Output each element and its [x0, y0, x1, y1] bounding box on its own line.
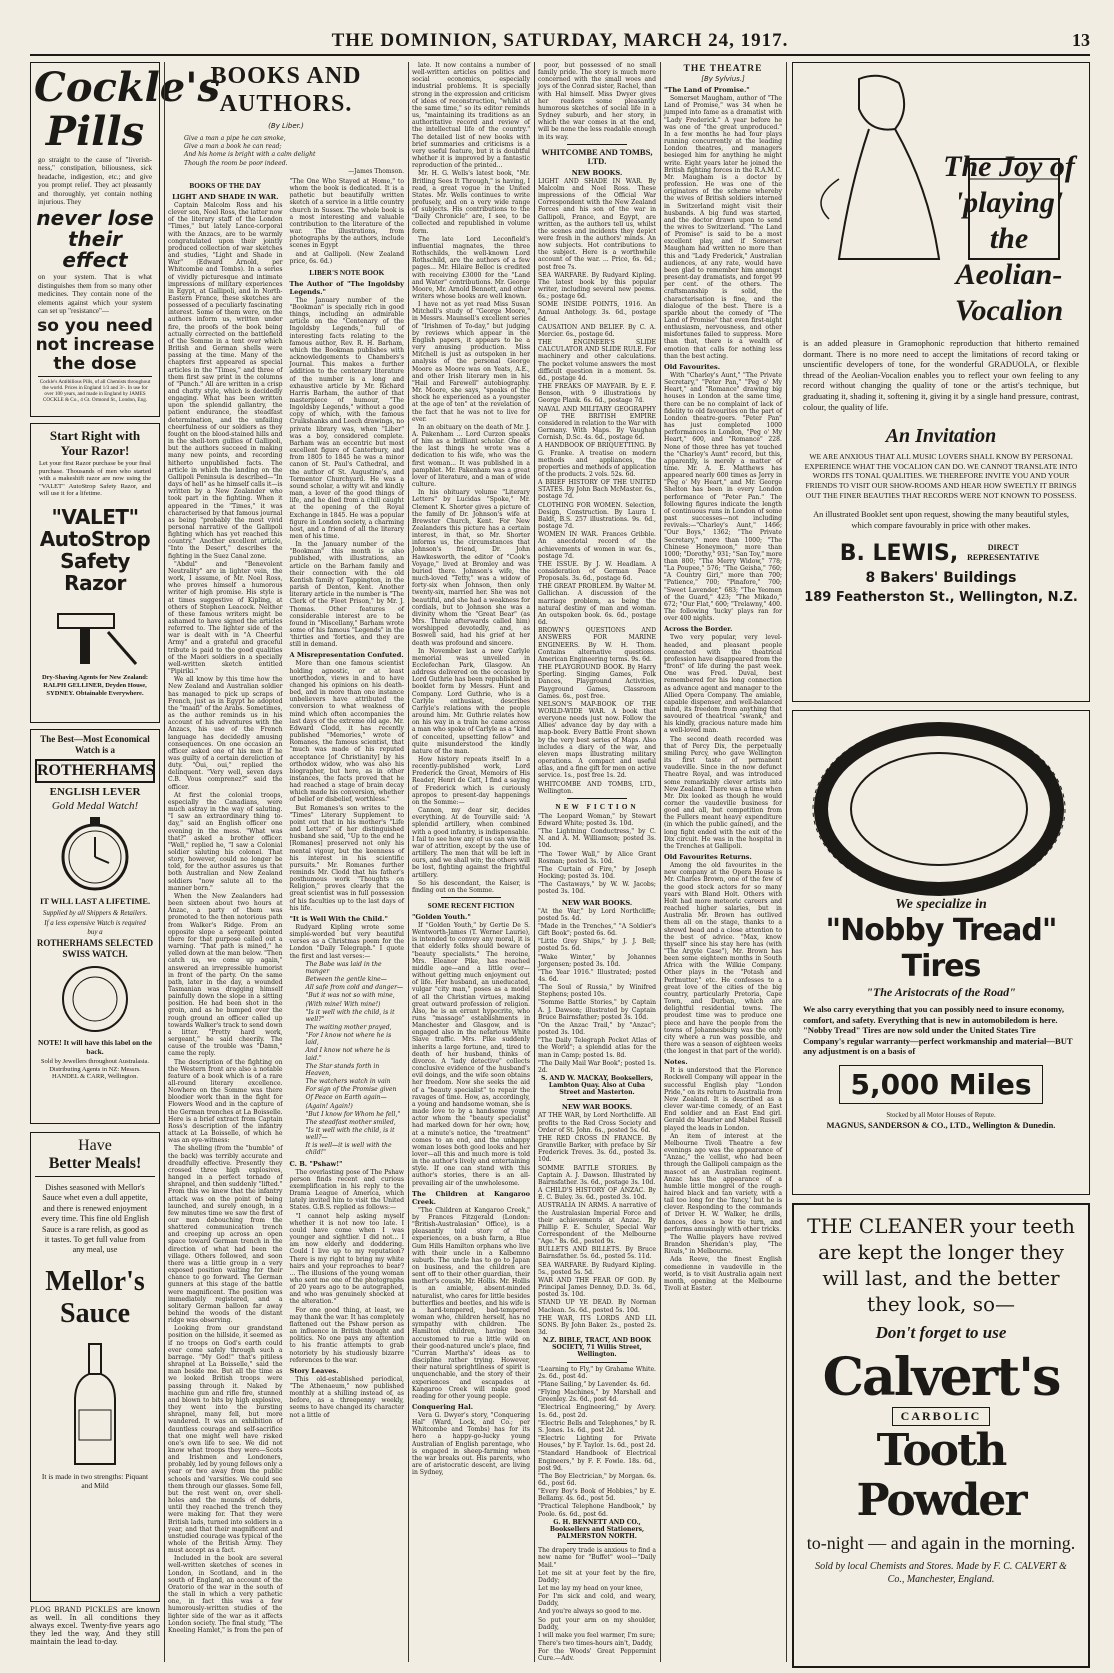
tire-illustration [799, 717, 1079, 897]
new-books-list [538, 178, 656, 795]
theatre-text-7: An item of interest at the Melbourne Tivoli Theatre a few evenings ago was the appearance of "Anzac," the 'cellist, who had been through the Gallipoli campaign as the mascot of an Australian regiment. Anzac has the appearance of a humble little mongrel of the rough-haired black and tan variety, with a tail too long for the 'fancy,' but he is clever. Responding to the commands of Driver H. W. Walker, he drills, dances, does a bow tie turn, and performs amusingly with other tricks. [664, 1132, 782, 1233]
books-text-4: At first the colonial troops, especially the Canadians, were much astray in the way of saluting. "I saw an extraordinary thing to-day," said an English officer one evening in the mess. "What was that?" asked a brother officer. "Well," replied he, "I saw a Colonial soldier saluting his colonel. That story, however, could no longer be told, for the author assures us that both Australian and New Zealand soldiers "now salute all to the manner born." [168, 791, 283, 892]
column-rule-3 [534, 62, 535, 1662]
light-shade-heading: LIGHT AND SHADE IN WAR. [172, 192, 279, 201]
technical-book-entry: "Plane Sailing," by Lavender. 4s. 6d. [538, 1380, 651, 1388]
calvert-forget: Don't forget to use [875, 1323, 1007, 1342]
valet-brand: "VALET" AutoStrop Safety Razor [39, 504, 151, 595]
book-entry: THE ENGINEER'S SLIDE CALCULATOR AND SLIDE RULE. For machinery and other calculations. The pocket volume answers the most difficult question in a moment. 5s. 6d., postage 4d. [538, 339, 656, 382]
poem-line: And I know not where he is laid." [305, 1047, 391, 1062]
notice-line: So put your arm on my shoulder, Daddy, [538, 1616, 656, 1631]
war-book-entry: "At the War," by Lord Northcliffe; posted 5s. 4d. [538, 907, 656, 922]
old-favourites-returns-heading: Old Favourites Returns. [664, 853, 752, 862]
books-text-10: and at Gallipoli. (New Zealand price, 6s. 6d.) [289, 250, 404, 265]
across-border-heading: Across the Border. [664, 625, 733, 634]
nobby-subtitle: "The Aristocrats of the Road" [866, 985, 1016, 999]
new-war-books-heading: NEW WAR BOOKS. [561, 898, 633, 907]
col3-text-9: Cannon, my dear sir, decides everything. At de Tourville said: 'A splendid artillery, when combined with a good infantry, is indispensable. I fail to see how any of us can win the war of attrition, except by the use of artillery. The men that will be left in ours, and we shall win; the others will be lost, fighting against the frightful artillery. [412, 807, 530, 879]
poem-line: The Star stands forth in Heaven, [305, 1062, 380, 1077]
old-favourites-heading: Old Favourites. [664, 362, 720, 371]
epigraph-attribution: —James Thomson. [348, 167, 404, 175]
nobby-specialize: We specialize in [895, 897, 987, 912]
lewis-name-row [799, 541, 1083, 566]
calvert-top: THE CLEANER your teeth are kept the longer they will last, and the better they look, so— [807, 1214, 1075, 1316]
notice-line: I will make you feel warmer, I'm sure; [538, 1631, 656, 1639]
book-entry: A BRIEF HISTORY OF THE UNITED STATES. By John Bach McMaster. 6s., postage 7d. [538, 479, 656, 501]
vocalion-invitation-body: WE ARE ANXIOUS THAT ALL MUSIC LOVERS SHALL KNOW BY PERSONAL EXPERIENCE WHAT THE VOCALION CAN DO. WE CANNOT TRANSLATE INTO WORDS ITS TONAL QUALITIES. WE THEREFORE INVITE YOU AND YOUR FRIENDS TO VISIT OUR SHOW-ROOMS AND HEAR HOW SWEETLY IT BRINGS OUT THE FINER BEAUTIES THAT RECORDS WERE NOT KNOWN TO POSSESS. [804, 452, 1078, 500]
fiction-entry: "The Curtain of Fire," by Joseph Hocking; posted 3s. 10d. [538, 865, 656, 881]
mellors-sauce-ad [30, 1132, 160, 1602]
theatre-column [664, 62, 782, 1667]
rotherhams-last: IT WILL LAST A LIFETIME. [39, 897, 151, 906]
libers-note-book-heading: LIBER'S NOTE BOOK [309, 267, 385, 277]
notice-line: And you're always so good to me. [538, 1608, 642, 1616]
poem-line: (With mine! With mine!) [305, 1000, 381, 1008]
lewis-address-1: 8 Bakers' Buildings [865, 569, 1017, 586]
war-book-entry: SOMME BATTLE STORIES. By Captain A. J. Dawson. Illustrated by Bairnsfather. 3s. 6d., postage 3s. 10d. [538, 1164, 656, 1186]
war-book-entry: A CHILD'S HISTORY OF ANZAC. By E. C. Buley. 3s. 6d., posted 3s. 10d. [538, 1187, 656, 1202]
col3-text-12: "The Children at Kangaroo Creek," by Frances Fitzgerald (London: "British-Australasian" Office), is a pleasantly told story of the experiences, on a bush farm, a Blue Gum Hills Hamilton orphans who live with their uncle in a Kalbemno suburb. The uncle has to go to Japan on business, and the children are sent off to their other guardian, their mother's cousin, Mr. Hollis. Mr. Hollis is an amiable, absent-minded naturalist, who cares for little besides butterflies and beetles, and his wife is a hard-tempered, bad-tempered woman who, children herself, has no sympathy with children. The Hamilton children, having been accustomed to rue a little wild on their good-natured uncle's place, find "Curran Martha's" ideas as to discipline rather trying. However, their natural sprightliness of spirit is unquenchable, and the story of their experiences and escapades at Kangaroo Creek will make good reading for other young people. [412, 1206, 530, 1400]
epigraph-verse [168, 135, 404, 167]
book-entry: SOME INSIDE POINTS, 1916. An Annual Anthology. 3s. 6d., postage 6d. [538, 301, 656, 323]
booksellers-column [538, 62, 656, 1667]
books-text-5: When the New Zealanders had been sixteen about two hours at Anzac, a party of them was promoted to the then notorious path from Walker's Ridge. From an opposite slope a sergeant pointed there for that purpose called out a warning. "That path is mined," he yelled down at the man below. "Then catch us, we come up again," answered an irrepressible humorist in front of the party. On the same path, later in the day, a wounded Tasmanian was dragging himself painfully down the slope in a sitting position. He had been shot in the groin, and as he bumped over the rough ground an officer called up towards Walker's track to send down a litter. "Pretty hard work, sergeant," he said cheerily. The cause of the trouble was "Damn," came the reply. [168, 892, 283, 1058]
theatre-text-1: Somerset Maugham, author of "The Land of Promise," was 34 when he jumped into fame as a dramatist with "Lady Frederick." A year before he was one of "the great unproduced." In a few months he had four plays running concurrently at the leading London theatres, and managers besieged him for anything he might write. Eight years later he joined the British fighting forces in the R.A.M.C. Mr. Maugham is a doctor by profession. He was one of the originators of the scheme whereby the wives of British soldiers interned in Switzerland might visit their husbands. A big fund was started, and the doctor drawn upon to send the wives to Switzerland. "The Land of Promise" is said to be a most excellent play, and if Somerset Maugham had written no more than this and "Lady Frederick," Australian audiences, at any rate, would have been glad to remember him amongst present-day dramatists, and forget 99 per cent. of the others. The craftsmanship is solid, the characterisation is fine, and the dialogue of the best. There is a sparkle about the comedy of "The Land of Promise" that even first-night enthusiasm, nervousness, and other misfortunes failed to suppress. More than that, there is a wealth of emotion that calls for nothing less than the best acting. [664, 95, 782, 360]
books-continued-column [412, 62, 530, 1667]
whitcombe-heading: WHITCOMBE AND TOMBS, LTD. [541, 146, 653, 166]
books-text-13: More than one famous scientist holding agnostic, or at least unorthodox, views in and to have changed his opinions on his death-bed, and in more than one instance unbelievers have attributed the conversion to what weakness of mind which often accompanies the last days of the extreme old age. Mr. Edward Clodd, it has recently published "Memories," wrote of Romanes, the famous scientist, that "much was made of his reputed acceptance [of Christianity] by his orthodox widow, who was also his biographer, but here, as in other instances, the facts proved that he had reached a stage of brain decay which made his conversion, whether of belief or disbelief, worthless." [289, 660, 404, 804]
pshaw-heading: C. B. "Pshaw!" [289, 1159, 343, 1168]
col3-text-13: Vera G. Dwyer's story, "Conquering Hal" (Ward, Lock, and Co.; per Whitcombe and Tombs) has for its hero a happy-go-lucky young Australian of English parentage, who is engaged in sheep-farming when the war breaks out. His parents, who are of aristocratic descent, are living in Sydney, [412, 1411, 530, 1477]
nobby-stock: Stocked by all Motor Houses of Repute. [886, 1111, 996, 1119]
calvert-brand: Calvert's [822, 1347, 1060, 1408]
separator [567, 798, 627, 799]
fiction-entry: "The Tower Wall," by Alice Grant Rosman; posted 3s. 10d. [538, 850, 656, 865]
rotherhams-note: NOTE! It will have this label on the back. [38, 1038, 152, 1057]
nobby-title: "Nobby Tread" Tires [825, 913, 1057, 984]
rotherhams-watch-ad [30, 729, 160, 1124]
calvert-carbolic: CARBOLIC [892, 1407, 991, 1426]
technical-book-entry: "Flying Machines," by Marshall and Greenley. 2s. 6d., post 4d. [538, 1389, 656, 1404]
war-book-entry: "The Year 1916." Illustrated; posted 4s. 6d. [538, 968, 656, 983]
technical-books-list [538, 1366, 656, 1518]
poem-line: The steadfast mother smiled, [305, 1118, 396, 1126]
books-text-9: Included in the book are several well-written sketches of scenes in London, in Scotland, and in the south of England, an account of the Oratorio of the war in the south of the stall in which a very pathetic one, in fact this was a few humorously-written studies of the lighter side of the war as it affects London society. The final study, "The Kneeling Hamlet," is from the pen of "The One Who Stayed at Home," to whom the book is dedicated. It is a pathetic but beautifully written sketch of a service in a little country church in Sussex. The whole book is a most interesting and valuable contribution to the literature of the war. The illustrations, from photographs by the authors, include scenes in Egypt [168, 177, 404, 1634]
books-text-11: The January number of the "Bookman" is specially rich in good things, including an admirable article on the "Centenary of the Ingoldsby Legends," full of interesting facts relating to the famous author, Rev. R. H. Barham, which the Bookman publishes with acknowledgements to Chambers's Journal. This makes a further addition to the centenary literature of the number is a long and exhaustive article by Mr. Richard Harris Barham, the author of that masterpiece of humour, "The Ingoldsby Legends," without a good copy of which, with the famous Cruikshanks and Leech drawings, no private library was, when "Liber" was a boy, considered complete. Barham was an eccentric but most excellent figure of Canterbury, and from 1805 to 1845 he was a minor canon of St. Paul's Cathedral, and the author of St. Augustine's, and Tormentor Churchyard. He was a sound scholar, a witty wit and kindly man, a lover of the good things of life, and he died from a chill caught at the opening of the Royal Exchange in 1845. He was a popular figure in London society, a charming host, and a friend of all the literary men of his time. [289, 296, 404, 540]
cockles-foot: Cockle's Antibilious Pills, of all Chemists throughout the world. Prices in England 1/3 and 3/-. In use for over 100 years, and made in England by JAMES COCKLE & Co., 4 Gt. Ormond St., London, Eng. [38, 376, 152, 403]
col3-text-4: I have not as yet read Miss Susan Mitchell's study of "George Moore," in Messrs. Maunsell's excellent series of "Irishmen of To-day," but judging by reviews which appear in the English papers, it appears to be a very amusing production. Miss Mitchell is just as outspoken in her analysis of the personal George Moore as Moore was on Yeats, A.E., and other Irish literary men in his "Hail and Farewell" autobiography. Mr. Moore, she says, "speaks of the shock he experienced as a youngster at the age of ten" at the revelation of the fact that he was not to live for ever. [412, 301, 530, 423]
book-entry: THE PLAYGROUND BOOK. By Harry Sperling. Singing Games, Folk Dances, Playground Activities, Playground Games, Classroom Games. 6s., post free. [538, 664, 656, 700]
rotherhams-title: The Best—Most Economical Watch is a [40, 734, 150, 755]
notice-line: For the Woods' Great Peppermint Cure.—Adv. [538, 1648, 656, 1663]
rotherhams-swiss: ROTHERHAMS SELECTED SWISS WATCH. [36, 938, 154, 960]
plog-pickles-notice [30, 1606, 160, 1666]
fiction-entry: "The Leopard Woman," by Stewart Edward White; posted 3s. 10d. [538, 812, 656, 827]
newspaper-title: THE DOMINION, SATURDAY, MARCH 24, 1917. [331, 30, 789, 51]
books-text-14: But Romanes's son writes to the "Times" Literary Supplement to point out that in his mother's "Life and Letters" of her distinguished husband she said, "Up to the end he [Romanes] preserved not only his mental vigour, but the keenness of his interest in his scientific pursuits." Mr. Romanes further reminds Mr. Clodd that his father's posthumous work "Thoughts on Religion," proves clearly that the great scientist was in full possession of his faculties up to the last days of his life. [289, 804, 404, 912]
books-authors-body [168, 178, 404, 1638]
col3-text-6: In his obituary volume "Literary Letters" by Lucidas "Spoke," Mr. Clement K. Shorter gives a picture of the family of Dr. Johnson's wife at Brewster Church, Kent. For New Zealanders this picture has a certain interest, in that, so Mr. Shorter informs us, the circumstances that Johnson's friend, Dr. John Hawkesworth, the editor of "Cook's Voyage," lived at Bromley and was buried there. Johnson's wife, the much-loved "Tetty," was a widow of forty-six when Johnson, then only twenty-six, married her. She was not beautiful, and she had a weakness for cordials, but to Johnson she was a divinity whom the "Great Bear" (as Mrs. Thrale afterwards called him) worshipped devotedly, and, as Boswell said, had his grief at her death was profound and sincere. [412, 489, 530, 647]
notice-line: The drapery trade is anxious to find a new name for "Buffet" wool—"Daily Mail." [538, 1547, 656, 1569]
war-books-list-2 [538, 1112, 656, 1336]
nobby-tread-tires-ad [792, 710, 1090, 1195]
mackay-address: S. AND W. MACKAY, Booksellers, Lambton Quay. Also at Cuba Street and Masterton. [541, 1075, 653, 1097]
war-book-entry: THE WAR, ITS LORDS AND LIL SONS. By John Baker. 2s., posted 2s. 3d. [538, 1314, 656, 1336]
war-book-entry: "Somme Battle Stories," by Captain A. J. Dawson; illustrated by Captain Bruce Bairnsfather; posted 3s. 10d. [538, 999, 656, 1021]
technical-book-entry: "Standard Handbook of Electrical Engineers," by F. F. Fowle. 18s. 6d., post 9d. [538, 1450, 656, 1472]
books-text-2: "Abdul" and "Benevolent Neutrality" are in lighter vein, the work, I assume, of Mr. Noel Ross, who proves himself a humorous writer of high promise. His style is at times suggestive of Kipling, at others of Stephen Leacock. Neither of these famous writers might be ashamed to have signed the articles referred to. The lighter side of the war is dealt with in "A Cheerful Army" and a grateful and graceful tribute is paid to the good qualities of the Maori soldiers in a specially well-written sketch entitled "Pipiriki." [168, 560, 283, 676]
war-book-entry: THE RED CROSS IN FRANCE. By Granville Barker, with preface by Sir Frederick Treves. 3s. 6d., posted 3s. 10d. [538, 1134, 656, 1164]
calvert-foot: Sold by local Chemists and Stores. Made by F. C. CALVERT & Co., Manchester, England. [815, 1561, 1067, 1585]
technical-book-entry: "Electric Lighting for Private Houses," by F. Taylor. 1s. 6d., post 2d. [538, 1435, 656, 1450]
rotherhams-brand: ROTHERHAMS [35, 759, 155, 783]
war-book-entry: "Made in the Trenches," "A Soldier's Gift Book"; posted 6s. 6d. [538, 922, 656, 938]
technical-book-entry: "Learning to Fly," by Grahame White. 2s. 6d., post 4d. [538, 1365, 656, 1380]
kangaroo-creek-heading: The Children at Kangaroo Creek. [412, 1189, 530, 1206]
land-of-promise-heading: "The Land of Promise." [664, 86, 750, 95]
theatre-text-6: It is understood that the Florence Rockwell Company will appear in the successful English play "London Pride," on its return to Australia from New Zealand. It is described as a clever war-time comedy, of an East End soldier and an East End girl. Gerald du Maurier and Mabel Russell played the leads in London. [664, 1067, 782, 1132]
books-authors-column [168, 62, 404, 1667]
war-book-entry: AUSTRALIA IN ARMS. A narrative of the Australasian Imperial Force and their achievements at Anzac. By Phillip F. E. Schuler, Special War Correspondent of the Melbourne "Age." 8s. 6d., posted 9s. [538, 1202, 656, 1246]
valet-razor-ad [30, 423, 160, 723]
books-text-16: The overlasting pose of The Pshaw person finds recent and curious exemplification in his reply to the Drama League of America, which lately invited him to visit the United States. G.B.S. replied as follows:— [289, 1168, 404, 1212]
theatre-text-9: Ada Reeve, the finest English comedienne in vaudeville in the world, is to visit Australia again next month, opening at the Melbourne Tivoli at Easter. [664, 1256, 782, 1292]
column-rule-4 [660, 62, 661, 1662]
mellors-have: Have [78, 1137, 112, 1154]
book-entry: SEA WARFARE. By Rudyard Kipling. The latest book by this popular writer, including several new poems. 6s.; postage 6d. [538, 271, 656, 301]
separator [567, 1099, 627, 1100]
war-book-entry: "Little Grey Ships," by J. J. Bell; posted 5s. 6d. [538, 938, 656, 953]
col4-text-1: poor, but possessed of no small family pride. The story is much more concerned with the small woes and joys of the Conrad sister, Rachel, than with Hal himself. Miss Dwyer gives her readers some pleasantly humorous sketches of social life in a Sydney suburb, and her story, in which the war comes in at the end, will be none the less readable enough in its way. [538, 62, 656, 141]
col3-text-8: How history repeats itself! In a recently-published work, Lord Frederick the Great, Memoirs of His Reader, Henri de Catt, I find a saying of Frederick which is curiously apropos to present-day happenings on the Somme:— [412, 756, 530, 806]
bennett-address: G. H. BENNETT AND CO., Booksellers and Stationers, PALMERSTON NORTH. [549, 1518, 645, 1541]
kipling-poem [290, 961, 405, 1157]
separator [567, 144, 627, 145]
war-book-entry: WAR AND THE FEAR OF GOD. By Principal James Denney, D.D. 3s. 6d., posted 3s. 10d. [538, 1276, 656, 1299]
poem-line: "But I know for Whom he fell," [305, 1110, 401, 1118]
poem-line: The waiting mother prayed, [305, 1023, 392, 1031]
technical-book-entry: "The Boy Electrician," by Morgan. 6s. 6d., post 6d. [538, 1472, 656, 1487]
valet-body: Let your first Razor purchase be your final purchase. Thousands of men who started with a makeshift razor are now using the "VALET" AutoStrop Safety Razor, and will use it for a lifetime. [39, 460, 151, 498]
mellors-body: Dishes seasoned with Mellor's Sauce whet even a dull appetite, and there is renewed enjoyment every time. This fine old English Sauce is a rare relish, as good as it tastes. To get full value from any meal, use [41, 1183, 149, 1255]
separator [567, 1543, 627, 1544]
cockles-title: Cockle's Pills [34, 64, 220, 155]
bible-society-address: N.Z. BIBLE, TRACT, AND BOOK SOCIETY, 71 Willis Street, Wellington. [542, 1337, 652, 1359]
valet-razor-illustration [50, 602, 140, 672]
new-war-books-heading-2: NEW WAR BOOKS. [561, 1103, 633, 1112]
war-books-list [538, 908, 656, 1074]
book-entry: LIGHT AND SHADE IN WAR. By Malcolm and Noel Ross. These impressions of the Official War Correspondent with the New Zealand Forces and his son of the war in Gallipoli, France, and Egypt, are written, as the authors tell us, whilst the scenes and incidents they depict were fresh in the authors' minds. An now subjects. Hot contributions to the subject. Here is a worthwhile account of the war. ... Price, 6s. 6d.; post free 7s. [538, 177, 656, 271]
cockles-body: go straight to the cause of "liverish-ness," constipation, biliousness, sick headache, indigestion, etc.; and give you prompt relief. They act pleasantly and thoroughly, yet contain nothing injurious. They [38, 156, 152, 207]
poem-line: "Is it well with the child, is it well?" [305, 1008, 395, 1023]
war-book-entry: "The Daily Mail War Book"; posted 1s. 2d. [538, 1059, 656, 1074]
lewis-rep: DIRECT REPRESENTATIVE [967, 543, 1040, 563]
theatre-byline: [By Sylvius.] [701, 75, 745, 83]
column-rule-1 [164, 62, 165, 1662]
golden-youth-heading: "Golden Youth." [412, 912, 471, 921]
page-number: 13 [1072, 30, 1090, 50]
sauce-bottle-illustration [65, 1340, 125, 1470]
vocalion-invitation: An Invitation [885, 425, 997, 448]
books-text-6: The description of the fighting on the Western front are also a notable feature of a book which is of a rare all-round literary excellence. Nowhere on the Somme was there bloodier work than in the fight for Flowers Wood and in the capture of the German trenches at La Boisselle. Here is a brief extract from Captain Ross's description of the infantry attack at La Boisselle, of which he was an eye-witness: [168, 1058, 283, 1145]
mellors-better: Better Meals! [35, 1155, 155, 1177]
war-book-entry: "The Soul of Russia," by Winifred Stephens; posted 10s. [538, 984, 656, 999]
poem-line: "Is it well with the child, is it well?— [305, 1127, 395, 1142]
books-text-17: "I cannot help asking myself whether it is not now too late. I could have come when I was younger and sightlier. I did not... I am now elderly and doddering. Could I live up to my reputation? There is my right to bring my white hairs and your reproaches to bear? ... The illusions of the young woman who sent me one of the photographs of 20 years ago to be autographed, and who was genuinely shocked at the alteration." [289, 1212, 404, 1306]
war-book-entry: STAND UP YE DEAD. By Norman Maclean. 5s. 6d., posted 5s. 10d. [538, 1299, 656, 1314]
books-text-19: This old-established periodical, "The Athenaeum," now published monthly at a shilling instead of, as before, as a threepenny weekly, seems to have changed its character not a little of [289, 1375, 404, 1419]
verse-line: Give a man a book he can read; [184, 143, 282, 151]
technical-book-entry: "Electric Bells and Telephones," by R. S. Jones. 1s. 6d., post 2d. [538, 1419, 656, 1434]
aeolian-vocalion-ad [792, 62, 1090, 702]
separator [441, 897, 501, 898]
rotherhams-sold: Sold by Jewellers throughout Australasia. Distributing Agents in NZ: Messrs. HANDEL & CARR, Wellington. [40, 1058, 150, 1081]
notice-line: Let me lay my head on your knee, [538, 1585, 643, 1592]
poem-line: "For I know not where he is laid, [305, 1032, 392, 1047]
notes-heading: Notes. [664, 1058, 688, 1067]
war-book-entry: SEA WARFARE. By Rudyard Kipling. 5s., posted 5s. 5d. [538, 1261, 656, 1276]
poem-line: "But it was not so with mine, [305, 992, 395, 1000]
nobby-miles: 5,000 Miles [839, 1065, 1042, 1104]
nobby-distributor: MAGNUS, SANDERSON & CO., LTD., Wellington & Dunedin. [826, 1121, 1056, 1131]
books-authors-title: BOOKS AND AUTHORS. [210, 63, 362, 117]
books-text-1: Captain Malcolm Ross and his clever son, Noel Ross, the latter now of the literary staff of the London "Times," but lately Lance-corporal with the Anzacs, are to be warmly congratulated upon their jointly produced collection of war sketches and studies, "Light and Shade in War" (Edward Arnold, per Whitcombe and Tombs). In a series of vividly picturesque and intimate impressions of military experiences in Egypt, at Gallipoli, and in North-Eastern France, these sketches are possessed of a peculiarly fascinating interest. Some of them were, on the authors inform us, written under fire, the proofs of the book being actually corrected on the battlefield of the Somme in a tent over which British and German shells were passing at the time. Many of the chapters first appeared as special articles in the "Times," and three of them first saw print in the columns of "Punch." All are written in a crisp and chatty style, which is decidedly engaging. What has been written upon the splendid gallantry, the patient endurance, the steadfast determination, and the unfailing cheerfulness of our soldiers as they fought on the blood-stained hills and in the shell-torn gullies of Gallipoli, but the authors succeed in making many new points, and recording hitherto unpublished facts. The article in which the landing on the Gallipoli Peninsula is described—"In days of hell" as he himself calls it—is written by a New Zealander who took part in the fighting. When it appeared in the "Times," it was characterised by that famous journal as being "probably the most vivid personal narrative of the Gallipoli fighting which has yet reached this country." Another excellent article, "Into the Desert," describes the fighting in the Suez Canal zone. [168, 201, 283, 560]
war-book-entry: AT THE WAR, by Lord Northcliffe. All profits to the Red Cross Society and Order of St. John. 6s., posted 5s. 6d. [538, 1112, 656, 1134]
mellors-foot: It is made in two strengths: Piquant and Mild [41, 1471, 149, 1490]
poem-line: The Babe was laid in the manger [305, 960, 382, 975]
col3-text-2: Mr. H. G. Wells's latest book, "Mr. Britling Sees It Through," is having, I read, a great vogue in the United States. Mr. Wells continues to write profusely, and on a very wide range of subjects. His contributions to the "Daily Chronicle" are, I see, to be collected and republished in volume form. [412, 170, 530, 235]
book-entry: CLOTHING FOR WOMEN. Selection, Design, Construction. By Laura I. Baldt, B.S. 257 illustrations. 9s. 6d., postage 7d. [538, 501, 656, 531]
technical-book-entry: "Electrical Engineering," by Avery. 1s. 6d., post 2d. [538, 1404, 656, 1419]
book-entry: A HANDBOOK OF BRIQUETTING. By G. Franke. A treatise on modern methods and appliances, the properties and methods of application of the products. 2 vols. 52s. 6d. [538, 442, 656, 478]
book-entry: WHITCOMBE AND TOMBS, LTD., Wellington. [538, 780, 656, 795]
book-entry: BROWN'S QUESTIONS AND ANSWERS FOR MARINE ENGINEERS. By W. H. Thom. Contains alternative questions. American Engineering terms. 9s. 6d. [538, 627, 656, 663]
col3-text-1: late. It now contains a number of well-written articles on politics and social economics, especially industrial problems. It is specially strong in the expression and criticism of ideas of reconstruction, "whilst at the same time," so its editor reminds us, "maintaining its traditions as an authoritative record and review of the intellectual life of the country." The detailed list of new books with brief summaries and criticisms is a very useful feature, but it is doubtful whether it is improved by a fantastic reproduction of the printed... [412, 62, 530, 170]
pickles-text: PLOG BRAND PICKLES are known as well. In all conditions they always excel. Twenty-five years ago they led the way, And they still maintain the lead to-day. [30, 1606, 160, 1646]
col3-text-3: The late Lord Leconfield's influential magnates, the three Rothschilds, the well-known Lord Rothschild, are the authors of a few pages... Mr. Hilaire Belloc is credited with receiving £3000 for the "Land and Water" contributions. Mr. George Moore, Mr. Arnold Bennett, and other writers whose books are well known. [412, 235, 530, 300]
verse-line: And his home is bright with a calm delight [184, 151, 316, 159]
poem-line: All safe from cold and danger— [305, 984, 404, 992]
column-rule-2 [408, 62, 409, 1662]
col3-text-7: In November last a new Carlyle memorial was unveiled in Ecclefechan Park, Glasgow. An address delivered on the occasion by Lord Guthrie has been republished in booklet form by Messrs. Hunt and Company. Lord Guthrie, who is a Carlyle enthusiast, describes Carlyle's relations with the people around him. Mr. Guthrie relates how on his way in a train he came across a man who spoke of Carlyle as a "kind of conceited, upsetting fellow" and quite misunderstood the kindly nature of the man. [412, 647, 531, 755]
conquering-hal-heading: Conquering Hal. [412, 1402, 474, 1411]
calvert-powder: Tooth Powder [856, 1425, 1026, 1526]
book-entry: THE GREAT PROBLEM. By Walter M. Gallichan. A discussion of the marriage problem, as being the natural destiny of man and woman. An outspoken book. 6s. 6d., postage 6d. [538, 583, 656, 627]
poem-line: (Again! Again!) [305, 1102, 353, 1110]
books-authors-byline: (By Liber.) [268, 122, 304, 130]
fiction-entry: "The Lightning Conductress," by C. N. and A. M. Williamson; posted 3s. 10d. [538, 828, 656, 850]
poem-line: Between the gentle kine— [305, 976, 387, 984]
cockles-never: never lose their effect [36, 206, 154, 273]
theatre-text-2: With "Charley's Aunt," "The Private Secretary," "Peter Pan," "Peg o' My Heart," and "Romance" drawing big houses in London at the same time, there can be no complaint of lack of fidelity to old favourites on the part of London theatre-goers. "Peter Pan" has just completed 1000 performances in London, "Peg o' My Heart," 600, and "Romance" 228. None of those three has yet touched the "Charley's Aunt" record, but this, apparently, is merely a matter of time. Mr. A. E. Matthews has appeared nearly 600 times as Jerry in "Peg o' My Heart," and Mr. George Shelton has been in every London performance of "Peter Pan." The following figures indicate the length of continuous runs in London of some past successes—not including revivals:—"Charley's Aunt," 1466; "Our Boys," 1362; "The Private Secretary," more than 1000; "The Chinese Honeymoon," more than 1000; "Dorothy," 931; "San Toy," more than 800; "The Merry Widow," 778; "La Poupee," 576; "The Geisha," 760; "A Country Girl," more than 700; "Patience," 700; "Pinafore," 700; "Sweet Lavender," 683; "The Yeomen of the Guard," 423; "The Mikado," 672; "Our Flat," 600; "Trelawny," 400. The following 'lucky' plays ran for over 400 nights. [664, 371, 782, 623]
column-rule-5 [786, 62, 787, 1662]
poem-line: It is well—it is well with the child!" [305, 1142, 392, 1157]
calverts-tooth-powder-ad [792, 1203, 1090, 1668]
poem-line: The watchers watch in vain [305, 1078, 391, 1086]
books-of-day-heading: BOOKS OF THE DAY [189, 180, 262, 190]
book-entry: THE ISSUE. By J. W. Headlam. A consideration of German Peace Proposals. 3s. 6d., postage 6d. [538, 560, 656, 583]
lewis-address-2: 189 Featherston St., Wellington, N.Z. [804, 589, 1078, 605]
col3-text-11: If "Golden Youth," by Gertie De S. Wentworth-James (T. Werner Laurie), is intended to convey any moral, it is that elderly folks should beware of "beauty specialists." The heroine, Mrs. Eleanor Pike, has reached middle age—and a little over—without getting much enjoyment out of life. Her husband, an uneducated, vulgar "city man," poses as a model of all the Christian virtues, making great outward profession of religion. Also, he is an errant hypocrite, who runs "massage" establishments in Manchester and Glasgow, and is engaged also in the nefarious White Slave traffic. Mrs. Pike suddenly inherits a large fortune, and, tired to death of her husband, thinks of divorce. A "lady detective" collects conclusive evidence of the husband's evil doings, and the wife soon obtains her freedom. Now she seeks the aid of a "beauty specialist" to repair the ravages of time. How, as, accordingly, a young and handsome woman, she is made love to by a handsome young actor whom the "beauty specialist" had marked down for her own; how, at a minute's notice, the "treatment" comes to an end, and the unhappy woman loses both good looks and her lover—all this and much more is told in the author's lively and entertaining style. If one can stand with this author's stories, there is an all-prevailing air of the unwholesome. [412, 921, 530, 1187]
label-illustration [60, 964, 130, 1034]
war-book-entry: "Wake Winter," by Johannes Jorgensen; posted 3s. 10d. [538, 953, 656, 968]
nobby-body: We also carry everything that you can possibly need to insure economy, comfort, and safety. Everything that is new in automobiledom is here. "Nobby Tread" Tires are now sold under the United States Tire Company's regular warranty—perfect workmanship and material—BUT any adjustment is on a basis of [803, 1004, 1073, 1057]
rotherhams-cheap: If a less expensive Watch is required buy a [44, 919, 146, 936]
vocalion-body: is an added pleasure in Gramophonic reproduction that hitherto remained dormant. There is no more need to accept the limitations of record taking or unscientific developers of tone, for the wonderful GRADUOLA, or flexible thread of the Aeolian-Vocalion enables you to reflect your own feeling to any record without changing the quality of tone or the artist's technique, but graduating it, shading it, softening it, giving it by a single hand pressure, contrast, colour, the quality of life. [803, 339, 1079, 412]
new-fiction-heading: NEW FICTION [555, 801, 639, 811]
books-text-12: In the January number of the "Bookman" this month is also published, with illustrations, an article on the Barham family and their connection with the old Kentish family of Tappington, in the parish of Denton, Kent. Another literary article in the number is "The Clerk of the Fleet Prison," by Mr. J. Thomas. Other features of considerable interest are to be found in "Miscellany," Barham wrote some of his famous "Legends" in the 'thirties and 'forties, and they are still in demand. [289, 541, 404, 649]
rotherhams-gold: Gold Medal Watch! [51, 800, 139, 812]
book-entry: WOMEN IN WAR. Frances Gribble. An anecdotal record of the achievements of women in war. 6s., postage 7d. [538, 531, 656, 560]
theatre-text-5: Among the old favourites in the new company at the Opera House is Mr. Charles Brown, one of the few of the good stock actors for so many years with Bland Holt. Others with Holt had more meteoric careers and reached higher salaries, but in Australia Mr. Brown has outlived them all on the stage, thanks to a shrewd head and a close attention to the best of advice. "Max, know thyself" since his stay here has (with "The Argyle Case"), Mr. Brown has been some eighteen months in South Africa with the Wilkie Company. Other plays in the "Potash and Perlmutter," etc. He confesses to a great love of the cities of the big country, particularly Pretoria, Cape Town, and Durban, which are delightful residential towns. The proudest time was to produce one piece and have the people from the towns of Johannesburg was the only city where a run was possible, and there was a season of eighteen weeks (the longest in that part of the world). [664, 862, 782, 1056]
technical-book-entry: "Every Boy's Book of Hobbies," by E. Bellamy. 4s. 6d., post 5d. [538, 1488, 656, 1503]
war-book-entry: BULLETS AND BILLETS. By Bruce Bairnsfather. 5s. 6d., posted 5s. 11d. [538, 1246, 656, 1261]
book-entry: NAVAL AND MILITARY GEOGRAPHY OF THE BRITISH EMPIRE considered in relation to the War with Germany. With Maps. By Vaughan Cornish, D.Sc. 4s. 6d., postage 6d. [538, 405, 656, 442]
verse-line: Give a man a pipe he can smoke, [184, 135, 286, 143]
books-text-18: For one good thing, at least, we may thank the war. It has completely flattened out the Pshaw person as an influence in British thought and politics. No one pays any attention to his frantic attempts to grab notoriety by his studiously bizarre references to the war. [289, 1306, 404, 1364]
recent-fiction-heading: SOME RECENT FICTION [427, 900, 515, 910]
vocalion-booklet: An illustrated Booklet sent upon request, showing the many beautiful styles, which compare favourably in price with other makes. [813, 510, 1069, 530]
theatre-text-3: Two very popular, very level-headed, and pleasant people connected with the theatrical profession have disappeared from the "front" of life during the past week. One was Fred. Duval, best remembered for his long connection as advance agent and manager to the Allied Opera Company. The amiable, capable dispenser, and well-balanced mind, its freedom from anything that savoured of theatrical "swank," and his kindly, gracious nature made him a well-loved man. [664, 634, 782, 735]
new-books-heading: NEW BOOKS. [571, 168, 623, 177]
book-entry: CAUSATION AND BELIEF. By C. A. Mercier. 6s., postage 6d. [538, 323, 656, 338]
verse-line: Though the room be poor indeed. [184, 159, 288, 167]
well-with-child-heading: "It is Well With the Child." [289, 914, 388, 923]
valet-title: Start Right with Your Razor! [49, 428, 141, 458]
peppermint-cure-notice [538, 1547, 656, 1662]
poem-line: Of Peace on Earth again— [305, 1094, 387, 1102]
books-text-15: Rudyard Kipling wrote some simple-worded but very beautiful verses as a Christmas poem for the London "Daily Telegraph." I quote the first and last verses:— [289, 923, 404, 960]
watch-illustration [55, 815, 135, 895]
mellors-brand: Mellor's Sauce [45, 1265, 145, 1329]
vocalion-title: The Joy of 'playing' the Aeolian-Vocalion [943, 150, 1075, 327]
theatre-text-4: The second death recorded was that of Percy Dix, the perpetually smiling Percy, who gave Wellington its first taste of permanent vaudeville. Since in the now defunct Theatre Royal, and was introduced some remarkably clever artists into New Zealand. There was a time when Mr. Dix looked as though he would corner the vaudeville business for good and all, but competition from the Fullers meant heavy expenditure (in which the public gained), and the long fight ended with the exit of the Dix circuit. He was in the hospital in the Trenches at Gallipoli. [664, 735, 782, 850]
theatre-title: THE THEATRE [683, 64, 763, 74]
technical-book-entry: "Practical Telephone Handbook," by Poole. 6s. 6d., post 6d. [538, 1503, 656, 1518]
books-text-7: The shelling (from the "bumble" of the back) was terribly accurate and dreadfully effective. Presently they crossed three high explosives, hanged in a perfect tornado of shrapnel, and then suddenly "lifted." From this we knew that the infantry attack was on the point of being launched, and surely enough, in a few minutes time we saw the first of our men debouching from the shattered communication trench and creeping up across an open space toward German trench in the direction of what had been the village. Others followed, and soon there was a little group in a very exposed position waiting for their chance to go forward. The German gunners at this stage of the battle were magnificent. The position was immediately registered, and a solitary German balloon far away behind the woods of the distant ridge was observing. [168, 1145, 283, 1325]
author-heading: The Author of "The Ingoldsby Legends." [289, 279, 404, 296]
book-entry: THE FREAKS OF MAYFAIR. By E. F. Benson, with 9 illustrations by George Plank. 6s. 6d., postage 7d. [538, 383, 656, 405]
col3-text-10: So his descendant, the Kaiser, is finding out on the Somme. [412, 879, 530, 894]
new-fiction-list [538, 813, 656, 896]
notice-line: There's two times-hours ain't, Daddy, [538, 1640, 653, 1648]
notice-line: Let me sit at your feet by the fire, Daddy; [538, 1569, 656, 1584]
misrepresentation-heading: A Misrepresentation Confuted. [289, 651, 404, 660]
rotherhams-sub: ENGLISH LEVER [49, 786, 141, 798]
war-book-entry: "On the Anzac Trail," by "Anzac"; posted 3s. 10d. [538, 1021, 656, 1037]
notice-line: For I'm sick and cold, and weary, Daddy, [538, 1593, 656, 1608]
story-leaves-heading: Story Leaves. [289, 1366, 339, 1375]
books-text-3: We all know by this time how the New Zealand and Australian soldier has managed to pick up scraps of French, just as in Egypt he adopted the "maafi" of the Arabs. Sometimes, as the author reminds us in his account of his adventures with the Anzacs, his use of the French language has decidedly amusing consequences. On one occasion an officer asked one of his men if he was guilty of a certain dereliction of duty. "Oui, oui," replied the delinquent. "Very well, seven days C.B. Vous comprenez?" said the officer. [168, 676, 283, 791]
lewis-name: B. LEWIS, [839, 540, 959, 566]
col3-text-5: In an obituary on the death of Mr. J. A. Pakenham ... Lord Curzon speaks of him as a brilliant scholar. One of the last things he wrote was a dedication to his wife, who was the first woman... It was published in a pamphlet. Mr. Pakenham was a great lover of literature, and a man of wide culture. [412, 423, 530, 489]
separator [567, 1362, 627, 1363]
cockles-pills-ad [30, 62, 220, 417]
books-text-8: Looking from our grandstand position on the hillside, it seemed as if no troops on God's earth could ever come safely through such a barrage. "My God!" that's pitiless shrapnel at La Boisselle," said the man beside me. But all the time as we looked British troops were passing through it. Naked by machine gun and rifle fire, stunned and blown to bits by high explosive, they went into the bursting shrapnel, many fell, but more wandered. It was an exhibition of dauntless courage and self-sacrifice that one might well have risked one's own life to see. We did not know what troops they were—Scots and Irishmen and Londoners, probably, led by young fellows only a year or two away from the public schools and 'varsities. We could see them through our glasses. Some fell, but the rest went on, over shell-holes and the mounds of debris, until they reached the trench they were making for. That they were British lads, turned into soldiers in a year, and that their magnificent and unstudied courage was typical of the whole of the British Army. They must accept as a fact. [168, 1325, 283, 1555]
masthead [30, 30, 1090, 56]
valet-foot: Dry-Shaving Agents for New Zealand: RALPH GELLINER, Dryden House, SYDNEY. Obtainable Everywhere. [41, 673, 149, 697]
rotherhams-supp: Supplied by all Shippers & Retailers. [42, 909, 148, 917]
poem-line: For sign of the Promise given [305, 1086, 397, 1094]
book-entry: NELSON'S MAP-BOOK OF THE WORLD-WIDE WAR. A book that everyone needs just now. Follow the Allies' advance day by day with a map-book. Every Battle Front shown by the very best series of Maps. Also includes a diary of the war, and eleven maps illustrating military operations. A compact and useful atlas, and a fine gift for men on active service. 1s., post free 1s. 2d. [538, 700, 656, 780]
theatre-text-8: The Wallie players have revived Brandon Sheridan's play, "The Rivals," in Melbourne. [664, 1233, 782, 1256]
calvert-night: to-night — and again in the morning. [806, 1533, 1076, 1553]
cockles-body-2: on your system. That is what distinguishes them from so many other medicines. They contain none of the elements against which your system can set up "resistance"— [38, 273, 152, 316]
cockles-so: so you need not increase the dose [35, 316, 155, 375]
fiction-entry: "The Castaways," by W. W. Jacobs; posted 3s. 10d. [538, 881, 656, 896]
war-book-entry: "The Daily Telegraph Pocket Atlas of the World"; a splendid atlas for the man in Camp; posted 1s. 8d. [538, 1037, 656, 1059]
